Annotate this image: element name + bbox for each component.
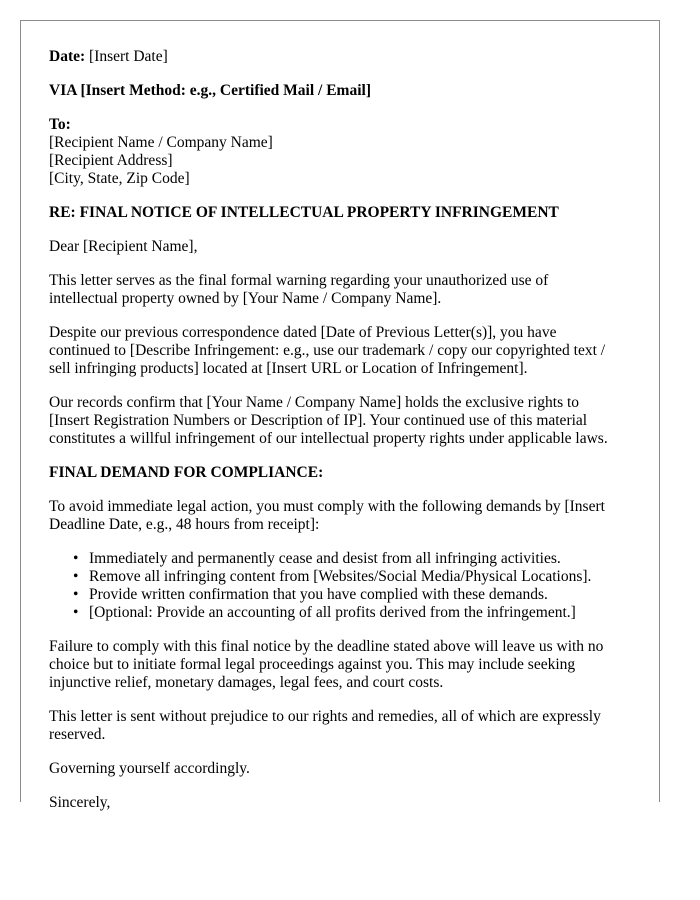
list-item	[73, 550, 639, 568]
bullet-icon: •	[73, 550, 79, 567]
demands-list	[49, 550, 639, 622]
letter-body	[49, 48, 639, 828]
recipient-address: [Recipient Address]	[49, 152, 173, 169]
signoff: Sincerely,	[49, 794, 111, 811]
paragraph-line: reserved.	[49, 726, 106, 743]
paragraph-line: Our records confirm that [Your Name / Company Name] holds the exclusive rights to	[49, 394, 580, 411]
paragraph-line: To avoid immediate legal action, you must comply with the following demands by [Insert	[49, 498, 605, 515]
paragraph-line: choice but to initiate formal legal proceedings against you. This may include seeking	[49, 656, 576, 673]
date-value: [Insert Date]	[89, 48, 168, 65]
demand-text: Immediately and permanently cease and desist from all infringing activities.	[89, 550, 561, 567]
to-label: To:	[49, 116, 71, 133]
paragraph-final-warning	[49, 272, 639, 308]
list-item	[73, 586, 639, 604]
paragraph-consequences	[49, 638, 639, 692]
subject: RE: FINAL NOTICE OF INTELLECTUAL PROPERTY INFRINGEMENT	[49, 204, 559, 221]
paragraph-line: sell infringing products] located at [Insert URL or Location of Infringement].	[49, 360, 528, 377]
paragraph-line: Deadline Date, e.g., 48 hours from receipt]:	[49, 516, 320, 533]
bullet-icon: •	[73, 568, 79, 585]
paragraph-line: intellectual property owned by [Your Name / Company Name].	[49, 290, 442, 307]
paragraph-line: injunctive relief, monetary damages, legal fees, and court costs.	[49, 674, 444, 691]
demand-text: Remove all infringing content from [Websites/Social Media/Physical Locations].	[89, 568, 592, 585]
demand-text: [Optional: Provide an accounting of all profits derived from the infringement.]	[89, 604, 576, 621]
paragraph-without-prejudice	[49, 708, 639, 744]
list-item	[73, 604, 639, 622]
subject-line	[49, 204, 639, 222]
demand-heading: FINAL DEMAND FOR COMPLIANCE:	[49, 464, 324, 481]
recipient-name: [Recipient Name / Company Name]	[49, 134, 273, 151]
paragraph-line: This letter serves as the final formal warning regarding your unauthorized use of	[49, 272, 549, 289]
paragraph-line: [Insert Registration Numbers or Description of IP]. Your continued use of this material	[49, 412, 588, 429]
date-line	[49, 48, 639, 66]
date-label: Date:	[49, 48, 86, 65]
recipient-city: [City, State, Zip Code]	[49, 170, 190, 187]
demand-text: Provide written confirmation that you have complied with these demands.	[89, 586, 548, 603]
paragraph-line: constitutes a willful infringement of our intellectual property rights under applicable laws.	[49, 430, 608, 447]
letter-page	[20, 20, 660, 811]
list-item	[73, 568, 639, 586]
bullet-icon: •	[73, 604, 79, 621]
paragraph-line: Despite our previous correspondence dated [Date of Previous Letter(s)], you have	[49, 324, 557, 341]
delivery-method-line	[49, 82, 639, 100]
recipient-block	[49, 116, 639, 188]
closing-line: Governing yourself accordingly.	[49, 760, 250, 777]
delivery-method: VIA [Insert Method: e.g., Certified Mail / Email]	[49, 82, 371, 99]
paragraph-previous-correspondence	[49, 324, 639, 378]
paragraph-line: This letter is sent without prejudice to our rights and remedies, all of which are expressly	[49, 708, 601, 725]
bullet-icon: •	[73, 586, 79, 603]
paragraph-line: Failure to comply with this final notice by the deadline stated above will leave us with no	[49, 638, 604, 655]
salutation: Dear [Recipient Name],	[49, 238, 198, 255]
paragraph-line: continued to [Describe Infringement: e.g., use our trademark / copy our copyrighted text /	[49, 342, 606, 359]
paragraph-deadline	[49, 498, 639, 534]
paragraph-rights	[49, 394, 639, 448]
